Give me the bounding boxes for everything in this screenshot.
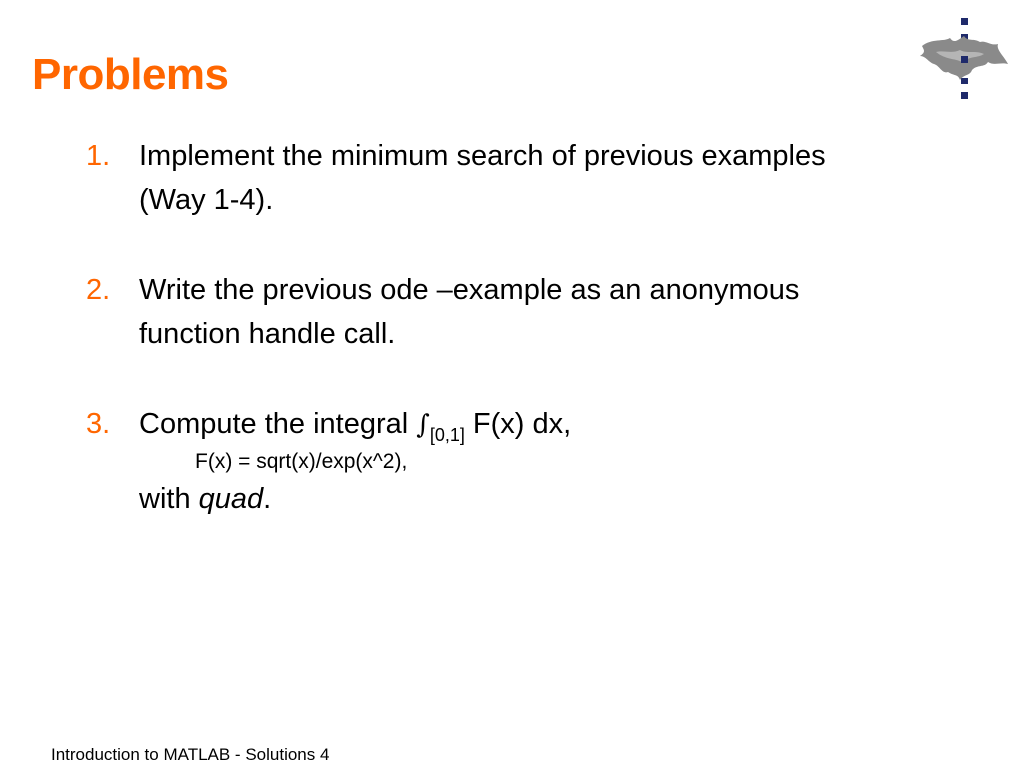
problem-list xyxy=(86,134,986,521)
with-line xyxy=(139,477,986,521)
slide-title: Problems xyxy=(32,50,229,99)
with-text: with xyxy=(139,483,199,515)
item-text-line: function handle call. xyxy=(139,318,396,350)
item-text-line: (Way 1-4). xyxy=(139,184,274,216)
integral-prefix: Compute the integral xyxy=(139,408,417,440)
problem-item-1 xyxy=(86,134,986,222)
slide-footer: Introduction to MATLAB - Solutions 4 xyxy=(51,745,330,764)
problem-item-3 xyxy=(86,402,986,521)
integral-subscript: [0,1] xyxy=(429,425,465,445)
integral-line xyxy=(139,402,986,447)
item-number: 3. xyxy=(86,408,111,440)
function-formula: F(x) = sqrt(x)/exp(x^2), xyxy=(195,450,408,473)
with-end: . xyxy=(263,483,272,515)
integral-suffix: F(x) dx, xyxy=(464,408,572,440)
integral-sign: ∫ xyxy=(416,410,430,440)
item-number: 2. xyxy=(86,274,111,306)
item-text-line: Implement the minimum search of previous examples xyxy=(139,140,826,172)
item-text-line: Write the previous ode –example as an anonymous xyxy=(139,274,800,306)
quad-text: quad xyxy=(198,483,264,515)
problem-item-2 xyxy=(86,268,986,356)
university-flame-logo-icon xyxy=(918,16,1010,104)
item-number: 1. xyxy=(86,140,111,172)
